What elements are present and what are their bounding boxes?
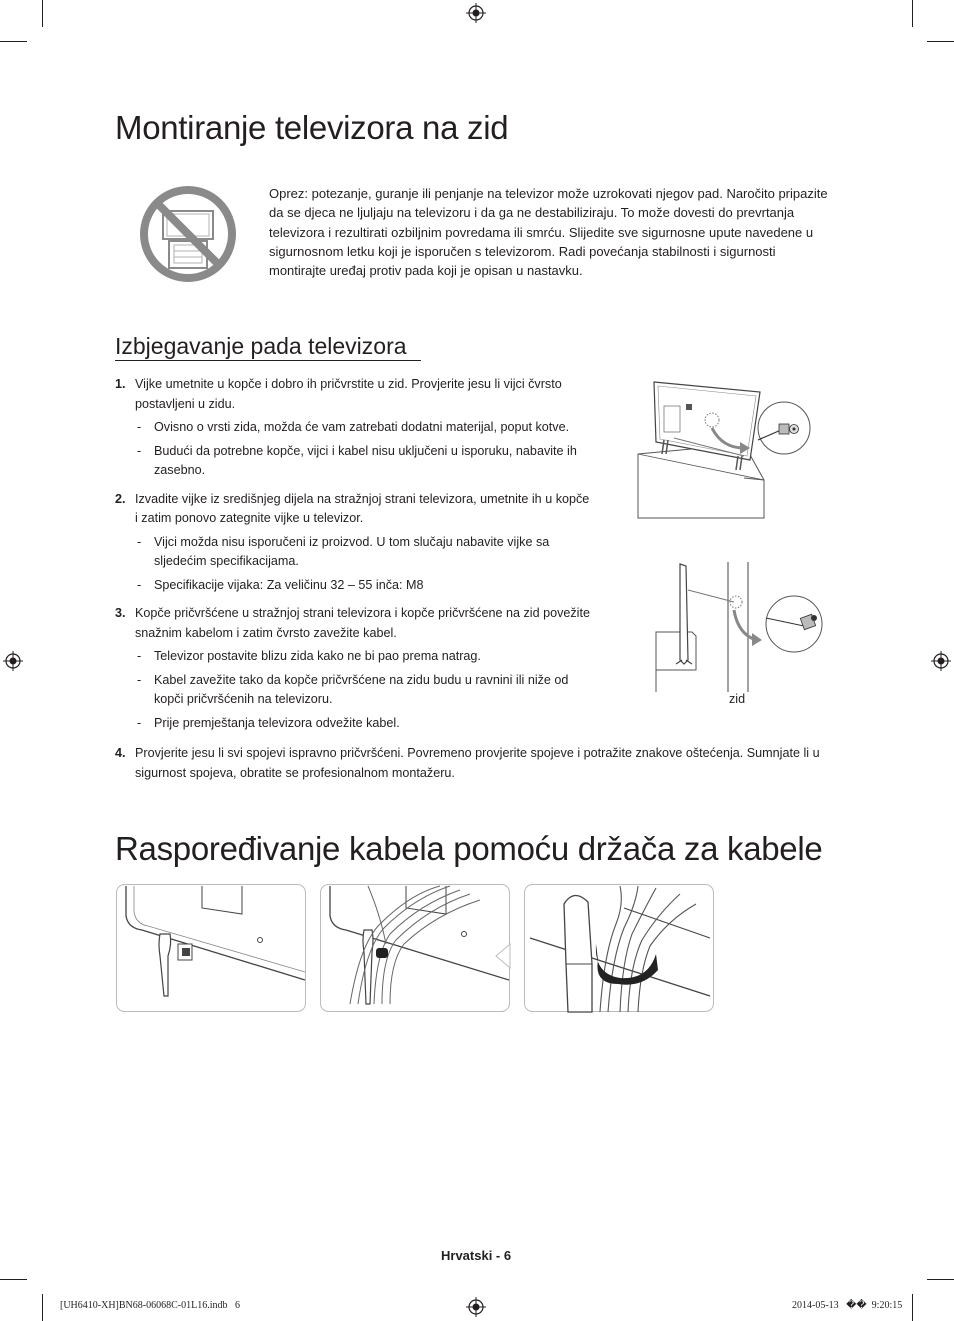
crop-mark (912, 1294, 913, 1321)
sub-item-text: Budući da potrebne kopče, vijci i kabel nisu uključeni u isporuku, nabavite ih zasebno. (154, 443, 577, 477)
sub-item: - Specifikacije vijaka: Za veličinu 32 – 55 inča: M8 (137, 577, 424, 592)
list-item (115, 744, 835, 792)
crop-mark (42, 0, 43, 27)
crop-mark (927, 1279, 954, 1280)
crop-mark (912, 0, 913, 27)
registration-mark-icon (931, 651, 951, 671)
list-item (115, 604, 595, 733)
step-number: 2. (115, 491, 126, 506)
crop-mark (0, 41, 27, 42)
tv-bracket-illustration (634, 378, 814, 520)
sub-item: - Prije premještanja televizora odvežite kabel. (137, 715, 400, 730)
step-text: Kopče pričvršćene u stražnjoj strani televizora i kopče pričvršćene na zid povežite snažnim kabelom i zatim čvrsto zavežite kabel. (135, 606, 590, 640)
registration-mark-icon (3, 651, 23, 671)
page-title: Montiranje televizora na zid (115, 109, 509, 146)
wall-tie-illustration (654, 560, 824, 692)
sub-item-text: Televizor postavite blizu zida kako ne bi pao prema natrag. (154, 649, 481, 663)
step-number: 1. (115, 377, 126, 391)
print-time: 2014-05-13 �� 9:20:15 (792, 1300, 903, 1311)
registration-mark-icon (466, 1297, 486, 1317)
sub-item-text: Ovisno o vrsti zida, možda će vam zatrebati dodatni materijal, poput kotve. (154, 420, 570, 434)
page-number: Hrvatski - 6 (441, 1248, 512, 1263)
crop-mark (42, 1294, 43, 1321)
sub-item: - Vijci možda nisu isporučeni iz proizvod. U tom slučaju nabavite vijke sa sljedećim specifikacijama. (137, 534, 550, 568)
sub-item-text: Vijci možda nisu isporučeni iz proizvod. U tom slučaju nabavite vijke sa sljedećim specifikacijama. (154, 534, 550, 568)
section-title-cable-holder: Raspoređivanje kabela pomoću držača za kabele (115, 830, 823, 867)
cable-holder-step-2-illustration (320, 884, 510, 1012)
file-slug: [UH6410-XH]BN68-06068C-01L16.indb 6 (60, 1300, 240, 1311)
list-item (115, 375, 595, 481)
warning-text: Oprez: potezanje, guranje ili penjanje na televizor može uzrokovati njegov pad. Naročito pripazite da se djeca ne ljuljaju na televizoru i da ga ne destabiliziraju. To može dovesti do prevrtanja televizora i rezultirati ozbiljnim povredama ili smrću. Slijedite sve sigurnosne upute navedene u sigurnosnom letku koji je isporučen s televizorom. Radi povećanja stabilnosti i sigurnosti montirajte uređaj protiv pada koji je opisan u nastavku. (269, 186, 828, 279)
no-climbing-sign-icon (139, 185, 237, 283)
cable-holder-detail-illustration (524, 884, 714, 1012)
crop-mark (0, 1279, 27, 1280)
registration-mark-icon (466, 3, 486, 23)
step-number: 4. (115, 746, 126, 760)
sub-item-text: Specifikacije vijaka: Za veličinu 32 – 55 inča: M8 (154, 577, 424, 592)
list-item (115, 490, 595, 596)
section-divider (115, 360, 421, 361)
crop-mark (927, 41, 954, 42)
sub-item: - Ovisno o vrsti zida, možda će vam zatrebati dodatni materijal, poput kotve. (137, 420, 570, 434)
step-text: Vijke umetnite u kopče i dobro ih pričvrstite u zid. Provjerite jesu li vijci čvrsto postavljeni u zidu. (135, 377, 562, 411)
sub-item-text: Kabel zavežite tako da kopče pričvršćene na zidu budu u ravnini ili niže od kopči pričvršćenih na televizoru. (154, 672, 569, 706)
sub-item: - Budući da potrebne kopče, vijci i kabel nisu uključeni u isporuku, nabavite ih zasebno. (137, 443, 577, 477)
step-number: 3. (115, 606, 126, 620)
sub-item: - Televizor postavite blizu zida kako ne bi pao prema natrag. (137, 649, 481, 663)
step-text: Izvadite vijke iz središnjeg dijela na stražnjoj strani televizora, umetnite ih u kopče i zatim ponovo zategnite vijke u televizor. (135, 491, 590, 525)
wall-label: zid (729, 692, 746, 706)
cable-holder-step-1-illustration (116, 884, 306, 1012)
sub-item-text: Prije premještanja televizora odvežite kabel. (154, 715, 400, 730)
sub-item: - Kabel zavežite tako da kopče pričvršćene na zidu budu u ravnini ili niže od kopči pričvršćenih na televizoru. (137, 672, 569, 706)
section-title-avoid-fall: Izbjegavanje pada televizora (115, 333, 407, 359)
step-text: Provjerite jesu li svi spojevi ispravno pričvršćeni. Povremeno provjerite spojeve i potražite znakove oštećenja. Sumnjate li u sigurnost spojeva, obratite se profesionalnom montažeru. (135, 746, 820, 780)
steps-list (115, 375, 595, 742)
